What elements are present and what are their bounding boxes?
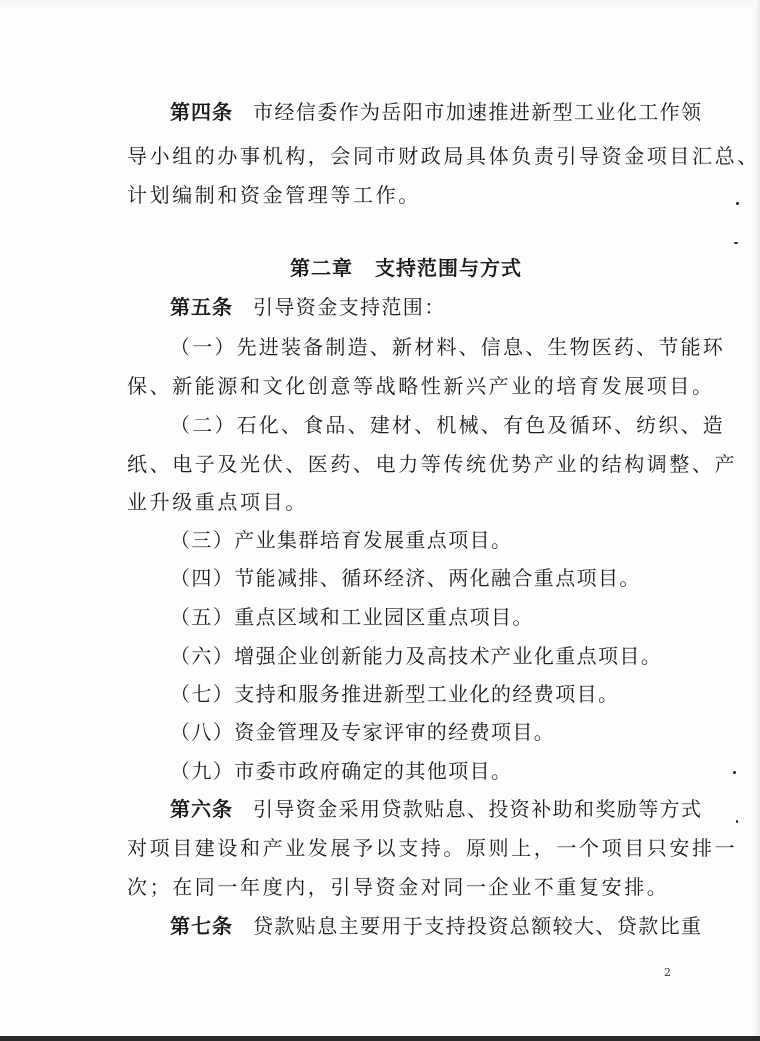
article-6-label: 第六条 [170, 797, 233, 821]
article-4-text-1: 市经信委作为岳阳市加速推进新型工业化工作领 [253, 100, 703, 124]
page-number: 2 [664, 966, 671, 979]
article-6-line-3: 次；在同一年度内，引导资金对同一企业不重复安排。 [127, 875, 670, 899]
article-4-line-1 [170, 100, 702, 124]
scan-speck [733, 771, 736, 774]
item-5-line: （五）重点区域和工业园区重点项目。 [170, 605, 534, 629]
item-7-line: （七）支持和服务推进新型工业化的经费项目。 [170, 682, 620, 706]
item-6-line: （六）增强企业创新能力及高技术产业化重点项目。 [170, 644, 663, 668]
article-4-line-3: 计划编制和资金管理等工作。 [127, 183, 421, 207]
item-2-line-2: 纸、电子及光伏、医药、电力等传统优势产业的结构调整、产 [127, 452, 738, 476]
item-2-line-3: 业升级重点项目。 [127, 490, 308, 514]
article-6-text-1: 引导资金采用贷款贴息、投资补助和奖励等方式 [253, 797, 703, 821]
scan-speck [734, 242, 738, 244]
chapter-title: 支持范围与方式 [375, 256, 522, 280]
article-6-line-1 [170, 797, 702, 821]
item-9-line: （九）市委市政府确定的其他项目。 [170, 759, 513, 783]
chapter-number: 第二章 [290, 256, 353, 280]
item-2-line-1: （二）石化、食品、建材、机械、有色及循环、纺织、造 [170, 413, 725, 437]
article-4-line-2: 导小组的办事机构，会同市财政局具体负责引导资金项目汇总、 [127, 144, 760, 168]
article-4-label: 第四条 [170, 100, 233, 124]
scan-border-bottom [0, 1036, 760, 1041]
article-7-line-1 [170, 914, 702, 938]
scan-speck [736, 202, 739, 205]
item-3-line: （三）产业集群培育发展重点项目。 [170, 528, 513, 552]
article-5-text: 引导资金支持范围： [253, 295, 446, 319]
chapter-heading [290, 256, 522, 280]
item-4-line: （四）节能减排、循环经济、两化融合重点项目。 [170, 566, 641, 590]
item-1-line-2: 保、新能源和文化创意等战略性新兴产业的培育发展项目。 [127, 374, 715, 398]
scan-shadow-top [0, 0, 760, 10]
item-8-line: （八）资金管理及专家评审的经费项目。 [170, 720, 556, 744]
scan-speck [736, 820, 738, 823]
article-5-line [170, 295, 446, 319]
article-7-text-1: 贷款贴息主要用于支持投资总额较大、贷款比重 [253, 914, 703, 938]
article-6-line-2: 对项目建设和产业发展予以支持。原则上，一个项目只安排一 [127, 836, 738, 860]
article-5-label: 第五条 [170, 295, 233, 319]
article-7-label: 第七条 [170, 914, 233, 938]
item-1-line-1: （一）先进装备制造、新材料、信息、生物医药、节能环 [170, 335, 725, 359]
